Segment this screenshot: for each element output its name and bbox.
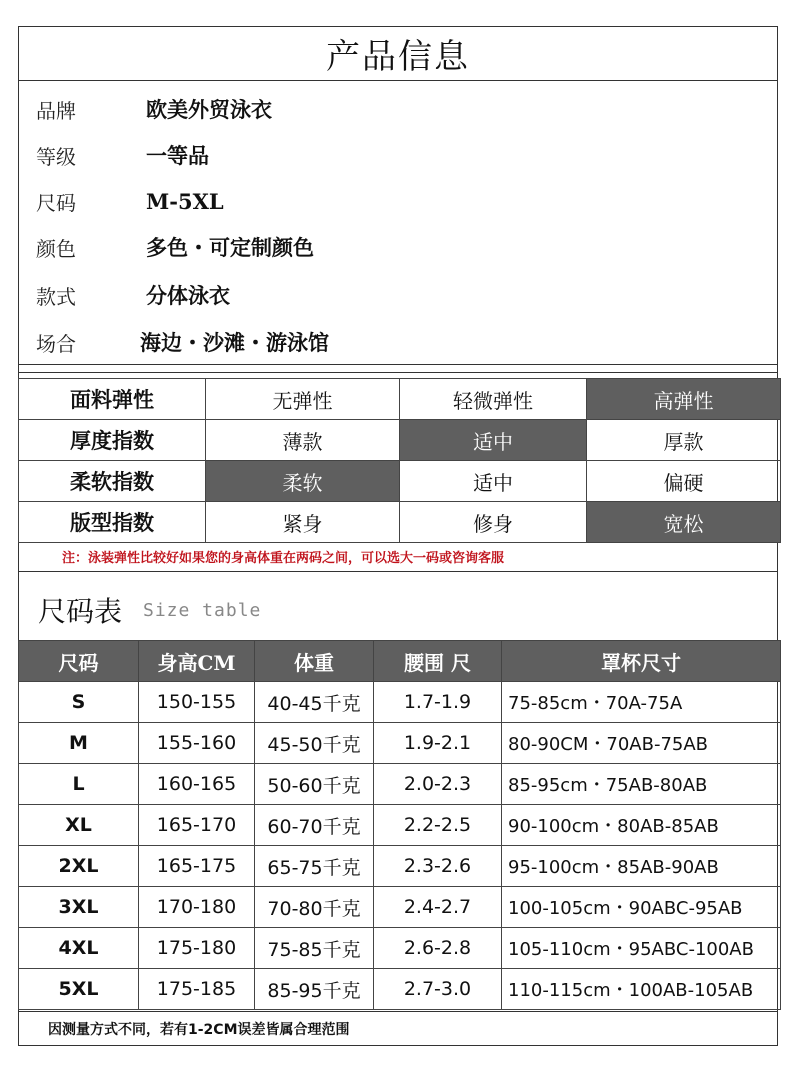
cell-weight: 60-70千克 (255, 805, 374, 846)
cell-cup: 75-85cm・70A-75A (502, 682, 781, 723)
cell-cup: 90-100cm・80AB-85AB (502, 805, 781, 846)
cell-weight: 40-45千克 (255, 682, 374, 723)
cell-cup: 105-110cm・95ABC-100AB (502, 928, 781, 969)
table-row (19, 969, 781, 1010)
cell-size: M (19, 723, 139, 764)
cell-waist: 2.6-2.8 (374, 928, 502, 969)
index-label: 面料弹性 (19, 379, 206, 420)
cell-size: XL (19, 805, 139, 846)
table-row (19, 805, 781, 846)
cell-height: 165-170 (139, 805, 255, 846)
divider (18, 1011, 778, 1012)
cell-weight: 85-95千克 (255, 969, 374, 1010)
info-key: 款式 (36, 284, 76, 309)
cell-weight: 50-60千克 (255, 764, 374, 805)
fabric-index-table (18, 378, 781, 543)
info-value: 分体泳衣 (146, 283, 230, 308)
cell-waist: 2.0-2.3 (374, 764, 502, 805)
index-option: 高弹性 (587, 379, 781, 420)
index-option: 适中 (400, 420, 587, 461)
info-value: 海边・沙滩・游泳馆 (140, 330, 329, 355)
index-option: 宽松 (587, 502, 781, 543)
index-row-thickness (19, 420, 781, 461)
info-value: 一等品 (146, 143, 209, 168)
header-waist: 腰围 尺 (374, 641, 502, 682)
cell-cup: 110-115cm・100AB-105AB (502, 969, 781, 1010)
index-option: 轻微弹性 (400, 379, 587, 420)
cell-size: 3XL (19, 887, 139, 928)
cell-height: 170-180 (139, 887, 255, 928)
table-row (19, 682, 781, 723)
info-key: 场合 (36, 331, 76, 356)
cell-waist: 1.9-2.1 (374, 723, 502, 764)
cell-size: 2XL (19, 846, 139, 887)
cell-height: 175-185 (139, 969, 255, 1010)
cell-height: 175-180 (139, 928, 255, 969)
header-size: 尺码 (19, 641, 139, 682)
index-option: 偏硬 (587, 461, 781, 502)
info-key: 等级 (36, 144, 76, 169)
index-label: 厚度指数 (19, 420, 206, 461)
size-table (18, 640, 781, 1010)
header-weight: 体重 (255, 641, 374, 682)
index-row-softness (19, 461, 781, 502)
info-key: 尺码 (36, 190, 76, 215)
index-label: 版型指数 (19, 502, 206, 543)
info-value: 多色・可定制颜色 (146, 235, 314, 260)
table-row (19, 928, 781, 969)
cell-size: L (19, 764, 139, 805)
size-table-title: 尺码表 (38, 595, 123, 628)
index-option: 无弹性 (206, 379, 400, 420)
cell-weight: 65-75千克 (255, 846, 374, 887)
cell-cup: 85-95cm・75AB-80AB (502, 764, 781, 805)
cell-waist: 2.3-2.6 (374, 846, 502, 887)
info-value: M-5XL (146, 188, 224, 214)
index-row-elasticity (19, 379, 781, 420)
cell-weight: 75-85千克 (255, 928, 374, 969)
info-value: 欧美外贸泳衣 (146, 97, 272, 122)
index-option: 修身 (400, 502, 587, 543)
table-row (19, 723, 781, 764)
cell-cup: 80-90CM・70AB-75AB (502, 723, 781, 764)
cell-waist: 2.2-2.5 (374, 805, 502, 846)
size-table-header (19, 641, 781, 682)
cell-waist: 1.7-1.9 (374, 682, 502, 723)
table-row (19, 887, 781, 928)
cell-height: 150-155 (139, 682, 255, 723)
index-option: 适中 (400, 461, 587, 502)
cell-cup: 95-100cm・85AB-90AB (502, 846, 781, 887)
cell-cup: 100-105cm・90ABC-95AB (502, 887, 781, 928)
size-table-subtitle: Size table (143, 600, 262, 621)
index-row-fit (19, 502, 781, 543)
cell-waist: 2.7-3.0 (374, 969, 502, 1010)
index-option: 薄款 (206, 420, 400, 461)
header-height: 身高CM (139, 641, 255, 682)
table-row (19, 764, 781, 805)
cell-size: S (19, 682, 139, 723)
cell-weight: 70-80千克 (255, 887, 374, 928)
info-key: 颜色 (36, 236, 76, 261)
cell-height: 155-160 (139, 723, 255, 764)
elasticity-note: 注：泳装弹性比较好如果您的身高体重在两码之间，可以选大一码或咨询客服 (62, 551, 505, 566)
cell-height: 165-175 (139, 846, 255, 887)
info-key: 品牌 (36, 98, 76, 123)
cell-size: 5XL (19, 969, 139, 1010)
divider (18, 372, 778, 373)
cell-waist: 2.4-2.7 (374, 887, 502, 928)
cell-weight: 45-50千克 (255, 723, 374, 764)
page-title: 产品信息 (18, 26, 778, 81)
cell-size: 4XL (19, 928, 139, 969)
table-row (19, 846, 781, 887)
index-option: 柔软 (206, 461, 400, 502)
cell-height: 160-165 (139, 764, 255, 805)
header-cup: 罩杯尺寸 (502, 641, 781, 682)
measurement-note: 因测量方式不同，若有1-2CM误差皆属合理范围 (48, 1022, 350, 1038)
index-label: 柔软指数 (19, 461, 206, 502)
index-option: 厚款 (587, 420, 781, 461)
divider (18, 364, 778, 365)
divider (18, 571, 778, 572)
index-option: 紧身 (206, 502, 400, 543)
